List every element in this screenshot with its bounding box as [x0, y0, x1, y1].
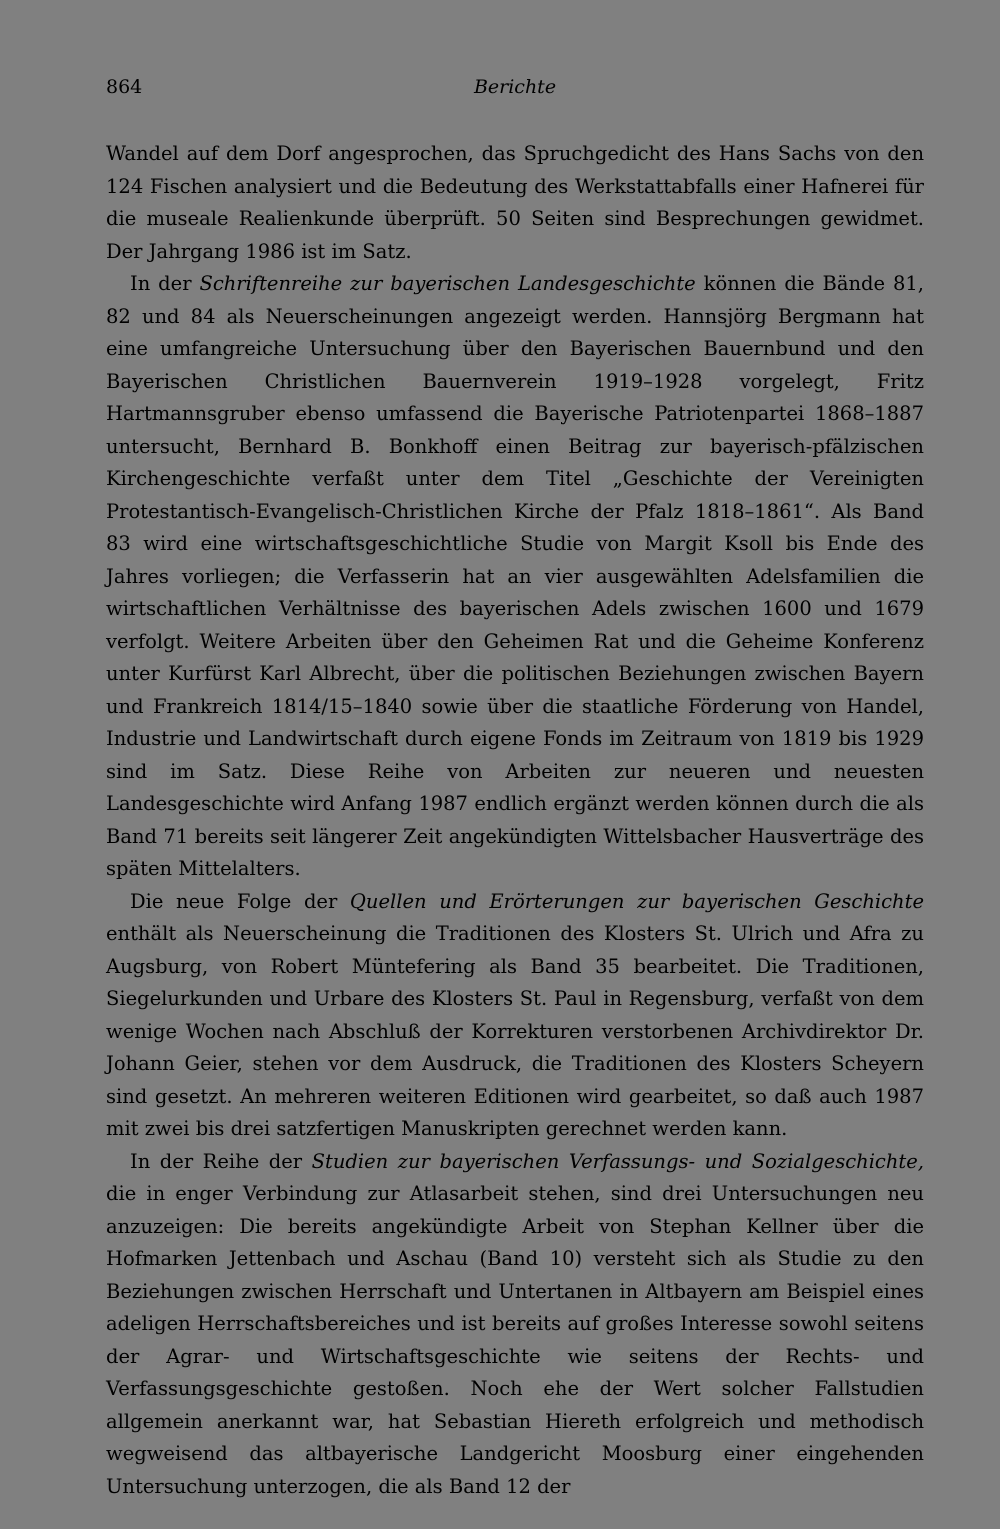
page-number: 864 — [106, 76, 143, 98]
text-segment: enthält als Neuerscheinung die Traditionen des Klosters St. Ulrich und Afra zu Augsburg, von Robert Müntefering als Band 35 bearbeitet. Die Traditionen, Siegelurkunden und Urbare des Klosters St. Paul in Regensburg, verfaßt von dem wenige Wochen nach Abschluß der Korrekturen verstorbenen Archivdirektor Dr. Johann Geier, stehen vor dem Ausdruck, die Traditionen des Klosters Scheyern sind gesetzt. An mehreren weiteren Editionen wird gearbeitet, so daß auch 1987 mit zwei bis drei satzfertigen Manuskripten gerechnet werden kann. — [106, 922, 924, 1140]
paragraph — [106, 1146, 924, 1504]
series-title: Quellen und Erörterungen zur bayerischen Geschichte — [349, 889, 924, 913]
series-title: Schriftenreihe zur bayerischen Landesgeschichte — [199, 272, 696, 295]
paragraph — [106, 138, 924, 268]
paragraph — [106, 268, 924, 886]
running-head: Berichte — [473, 76, 557, 98]
page-header — [106, 76, 924, 104]
text-segment: die in enger Verbindung zur Atlasarbeit stehen, sind drei Untersuchungen neu anzuzeigen: Die bereits angekündigte Arbeit von Stephan Kellner über die Hofmarken Jettenbach und Aschau (Band 10) versteht sich als Studie zu den Beziehungen zwischen Herrschaft und Untertanen in Altbayern am Beispiel eines adeligen Herrschaftsbereiches und ist bereits auf großes Interesse sowohl seitens der Agrar- und Wirtschaftsgeschichte wie seitens der Rechts- und Verfassungsgeschichte gestoßen. Noch ehe der Wert solcher Fallstudien allgemein anerkannt war, hat Sebastian Hiereth erfolgreich und methodisch wegweisend das altbayerische Landgericht Moosburg einer eingehenden Untersuchung unterzogen, die als Band 12 der — [106, 1182, 924, 1498]
body-text — [106, 138, 924, 1503]
text-segment: Wandel auf dem Dorf angesprochen, das Spruchgedicht des Hans Sachs von den 124 Fischen analysiert und die Bedeutung des Werkstattabfalls einer Hafnerei für die museale Realienkunde überprüft. 50 Seiten sind Besprechungen gewidmet. Der Jahrgang 1986 ist im Satz. — [106, 142, 924, 263]
text-segment: In der — [130, 272, 200, 295]
series-title: Studien zur bayerischen Verfassungs- und Sozialgeschichte, — [311, 1149, 924, 1173]
text-segment: Die neue Folge der — [130, 889, 350, 913]
paragraph — [106, 886, 924, 1146]
text-segment: können die Bände 81, 82 und 84 als Neuerscheinungen angezeigt werden. Hannsjörg Bergmann hat eine umfangreiche Untersuchung über den Bayerischen Bauernbund und den Bayerischen Christlichen Bauernverein 1919–1928 vorgelegt, Fritz Hartmannsgruber ebenso umfassend die Bayerische Patriotenpartei 1868–1887 untersucht, Bernhard B. Bonkhoff einen Beitrag zur bayerisch-pfälzischen Kirchengeschichte verfaßt unter dem Titel „Geschichte der Vereinigten Protestantisch-Evangelisch-Christlichen Kirche der Pfalz 1818–1861“. Als Band 83 wird eine wirtschaftsgeschichtliche Studie von Margit Ksoll bis Ende des Jahres vorliegen; die Verfasserin hat an vier ausgewählten Adelsfamilien die wirtschaftlichen Verhältnisse des bayerischen Adels zwischen 1600 und 1679 verfolgt. Weitere Arbeiten über den Geheimen Rat und die Geheime Konferenz unter Kurfürst Karl Albrecht, über die politischen Beziehungen zwischen Bayern und Frankreich 1814/15–1840 sowie über die staatliche Förderung von Handel, Industrie und Landwirtschaft durch eigene Fonds im Zeitraum von 1819 bis 1929 sind im Satz. Diese Reihe von Arbeiten zur neueren und neuesten Landesgeschichte wird Anfang 1987 endlich ergänzt werden können durch die als Band 71 bereits seit längerer Zeit angekündigten Wittelsbacher Hausverträge des späten Mittelalters. — [106, 272, 924, 880]
text-segment: In der Reihe der — [130, 1149, 312, 1173]
